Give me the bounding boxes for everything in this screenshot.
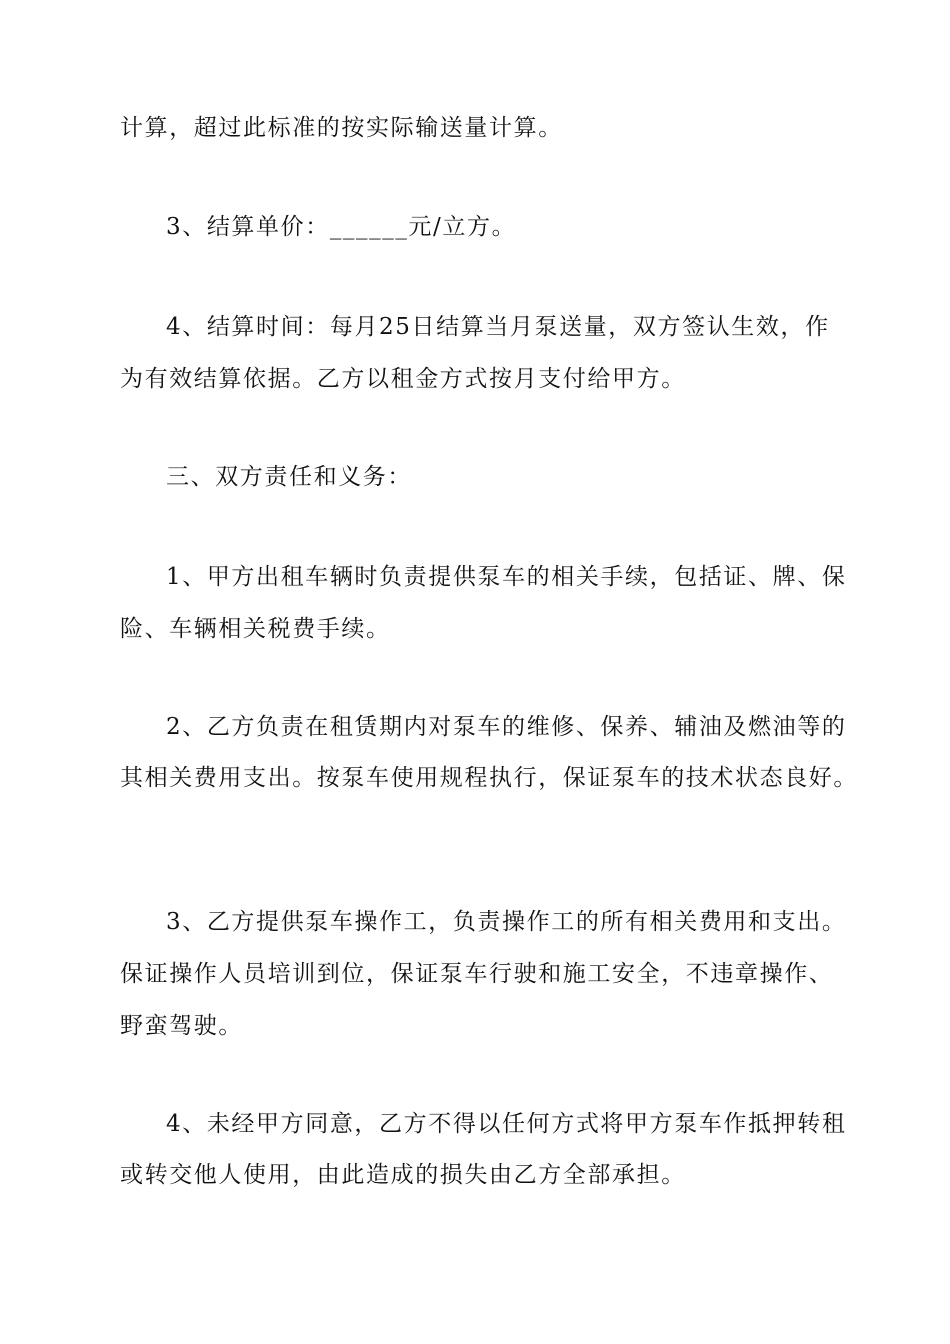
section-heading: 三、双方责任和义务： xyxy=(166,464,412,490)
text-line: 3、结算单价：______元/立方。 xyxy=(166,214,517,240)
text-line: 计算，超过此标准的按实际输送量计算。 xyxy=(120,115,563,141)
text-line: 4、未经甲方同意，乙方不得以任何方式将甲方泵车作抵押转租 xyxy=(166,1111,847,1137)
text-line: 为有效结算依据。乙方以租金方式按月支付给甲方。 xyxy=(120,366,686,392)
text-line: 险、车辆相关税费手续。 xyxy=(120,616,391,642)
text-line: 3、乙方提供泵车操作工，负责操作工的所有相关费用和支出。 xyxy=(166,909,847,935)
text-line: 1、甲方出租车辆时负责提供泵车的相关手续，包括证、牌、保 xyxy=(166,564,847,590)
text-line: 保证操作人员培训到位，保证泵车行驶和施工安全，不违章操作、 xyxy=(120,961,834,987)
text-line: 4、结算时间：每月25日结算当月泵送量，双方签认生效，作 xyxy=(166,314,830,340)
text-line: 2、乙方负责在租赁期内对泵车的维修、保养、辅油及燃油等的 xyxy=(166,714,847,740)
text-line: 或转交他人使用，由此造成的损失由乙方全部承担。 xyxy=(120,1162,686,1188)
text-line: 其相关费用支出。按泵车使用规程执行，保证泵车的技术状态良好。 xyxy=(120,765,858,791)
text-line: 野蛮驾驶。 xyxy=(120,1013,243,1039)
